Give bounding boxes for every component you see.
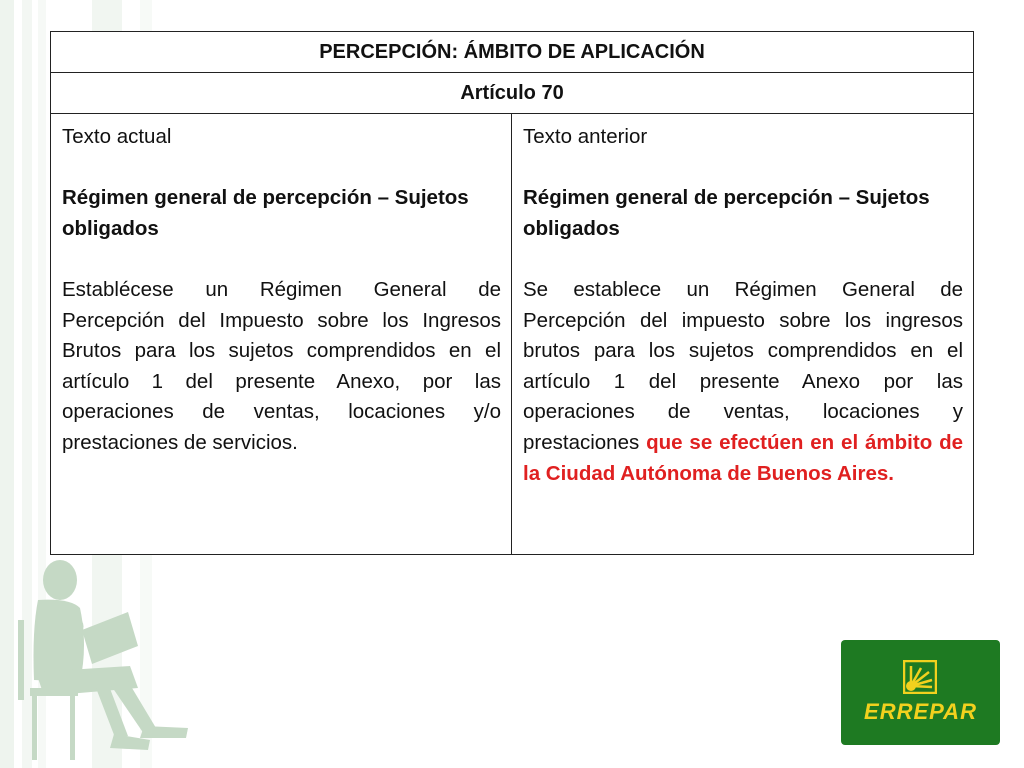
table-title: PERCEPCIÓN: ÁMBITO DE APLICACIÓN xyxy=(51,32,974,73)
previous-text-cell xyxy=(512,114,974,555)
article-number: Artículo 70 xyxy=(51,73,974,114)
current-text-subtitle: Régimen general de percepción – Sujetos obligados xyxy=(62,186,469,240)
previous-text-body-paragraph xyxy=(523,275,963,489)
sun-icon xyxy=(903,660,937,694)
logo-text: ERREPAR xyxy=(864,699,977,724)
man-sitting-reading-silhouette xyxy=(10,560,240,765)
previous-text-label: Texto anterior xyxy=(523,125,648,148)
previous-text-body: Se establece un Régimen General de Percepción del impuesto sobre los ingresos brutos para los sujetos comprendidos en el artículo 1 del presente Anexo por las operaciones de ventas, locaciones y prestaciones xyxy=(523,277,964,454)
current-text-cell xyxy=(51,114,512,555)
previous-text-subtitle: Régimen general de percepción – Sujetos obligados xyxy=(523,186,930,240)
comparison-table xyxy=(50,31,974,555)
errepar-logo xyxy=(841,640,1000,745)
current-text-body: Establécese un Régimen General de Percepción del Impuesto sobre los Ingresos Brutos para los sujetos comprendidos en el artículo 1 del presente Anexo, por las operaciones de ventas, locaciones y/o prestaciones de servicios. xyxy=(62,277,501,454)
previous-text-highlight: que se efectúen en el ámbito de la Ciudad Autónoma de Buenos Aires. xyxy=(523,430,964,485)
current-text-label: Texto actual xyxy=(62,125,172,148)
